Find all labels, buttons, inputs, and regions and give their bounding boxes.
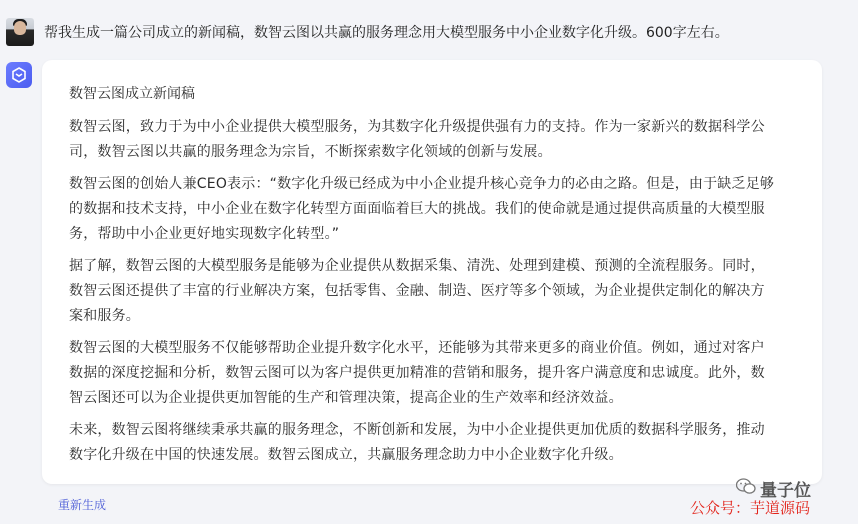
avatar: [6, 18, 34, 46]
wechat-icon: [736, 478, 756, 499]
response-title: 数智云图成立新闻稿: [69, 86, 195, 102]
response-paragraph: 未来，数智云图将继续秉承共赢的服务理念，不断创新和发展，为中小企业提供更加优质的数据科学服务，推动数字化升级在中国的快速发展。数智云图成立，共赢服务理念助力中小企业数字化升级。: [69, 422, 765, 463]
regenerate-button[interactable]: 重新生成: [58, 498, 107, 512]
user-prompt-text: 帮我生成一篇公司成立的新闻稿，数智云图以共赢的服务理念用大模型服务中小企业数字化升级。600字左右。: [44, 25, 729, 41]
response-paragraph: 数智云图的创始人兼CEO表示：“数字化升级已经成为中小企业提升核心竞争力的必由之路。但是，由于缺乏足够的数据和技术支持，中小企业在数字化转型方面面临着巨大的挑战。我们的使命就是通过提供高质量的大模型服务，帮助中小企业更好地实现数字化转型。”: [69, 176, 775, 242]
bot-logo-icon: [6, 62, 32, 88]
response-paragraph: 数智云图的大模型服务不仅能够帮助企业提升数字化水平，还能够为其带来更多的商业价值。例如，通过对客户数据的深度挖掘和分析，数智云图可以为客户提供更加精准的营销和服务，提升客户满意度和忠诚度。此外，数智云图还可以为企业提供更加智能的生产和管理决策，提高企业的生产效率和经济效益。: [69, 340, 765, 406]
watermark-footer: 公众号：芋道源码: [690, 499, 811, 517]
response-paragraph: 数智云图，致力于为中小企业提供大模型服务，为其数字化升级提供强有力的支持。作为一家新兴的数据科学公司，数智云图以共赢的服务理念为宗旨，不断探索数字化领域的创新与发展。: [69, 119, 765, 160]
watermark-brand: 量子位: [760, 481, 811, 501]
user-message-row: [6, 16, 729, 48]
response-paragraph: 据了解，数智云图的大模型服务是能够为企业提供从数据采集、清洗、处理到建模、预测的全流程服务。同时，数智云图还提供了丰富的行业解决方案，包括零售、金融、制造、医疗等多个领域，为企业提供定制化的解决方案和服务。: [69, 258, 765, 324]
assistant-response-card: [42, 60, 822, 484]
watermark: [690, 472, 858, 524]
